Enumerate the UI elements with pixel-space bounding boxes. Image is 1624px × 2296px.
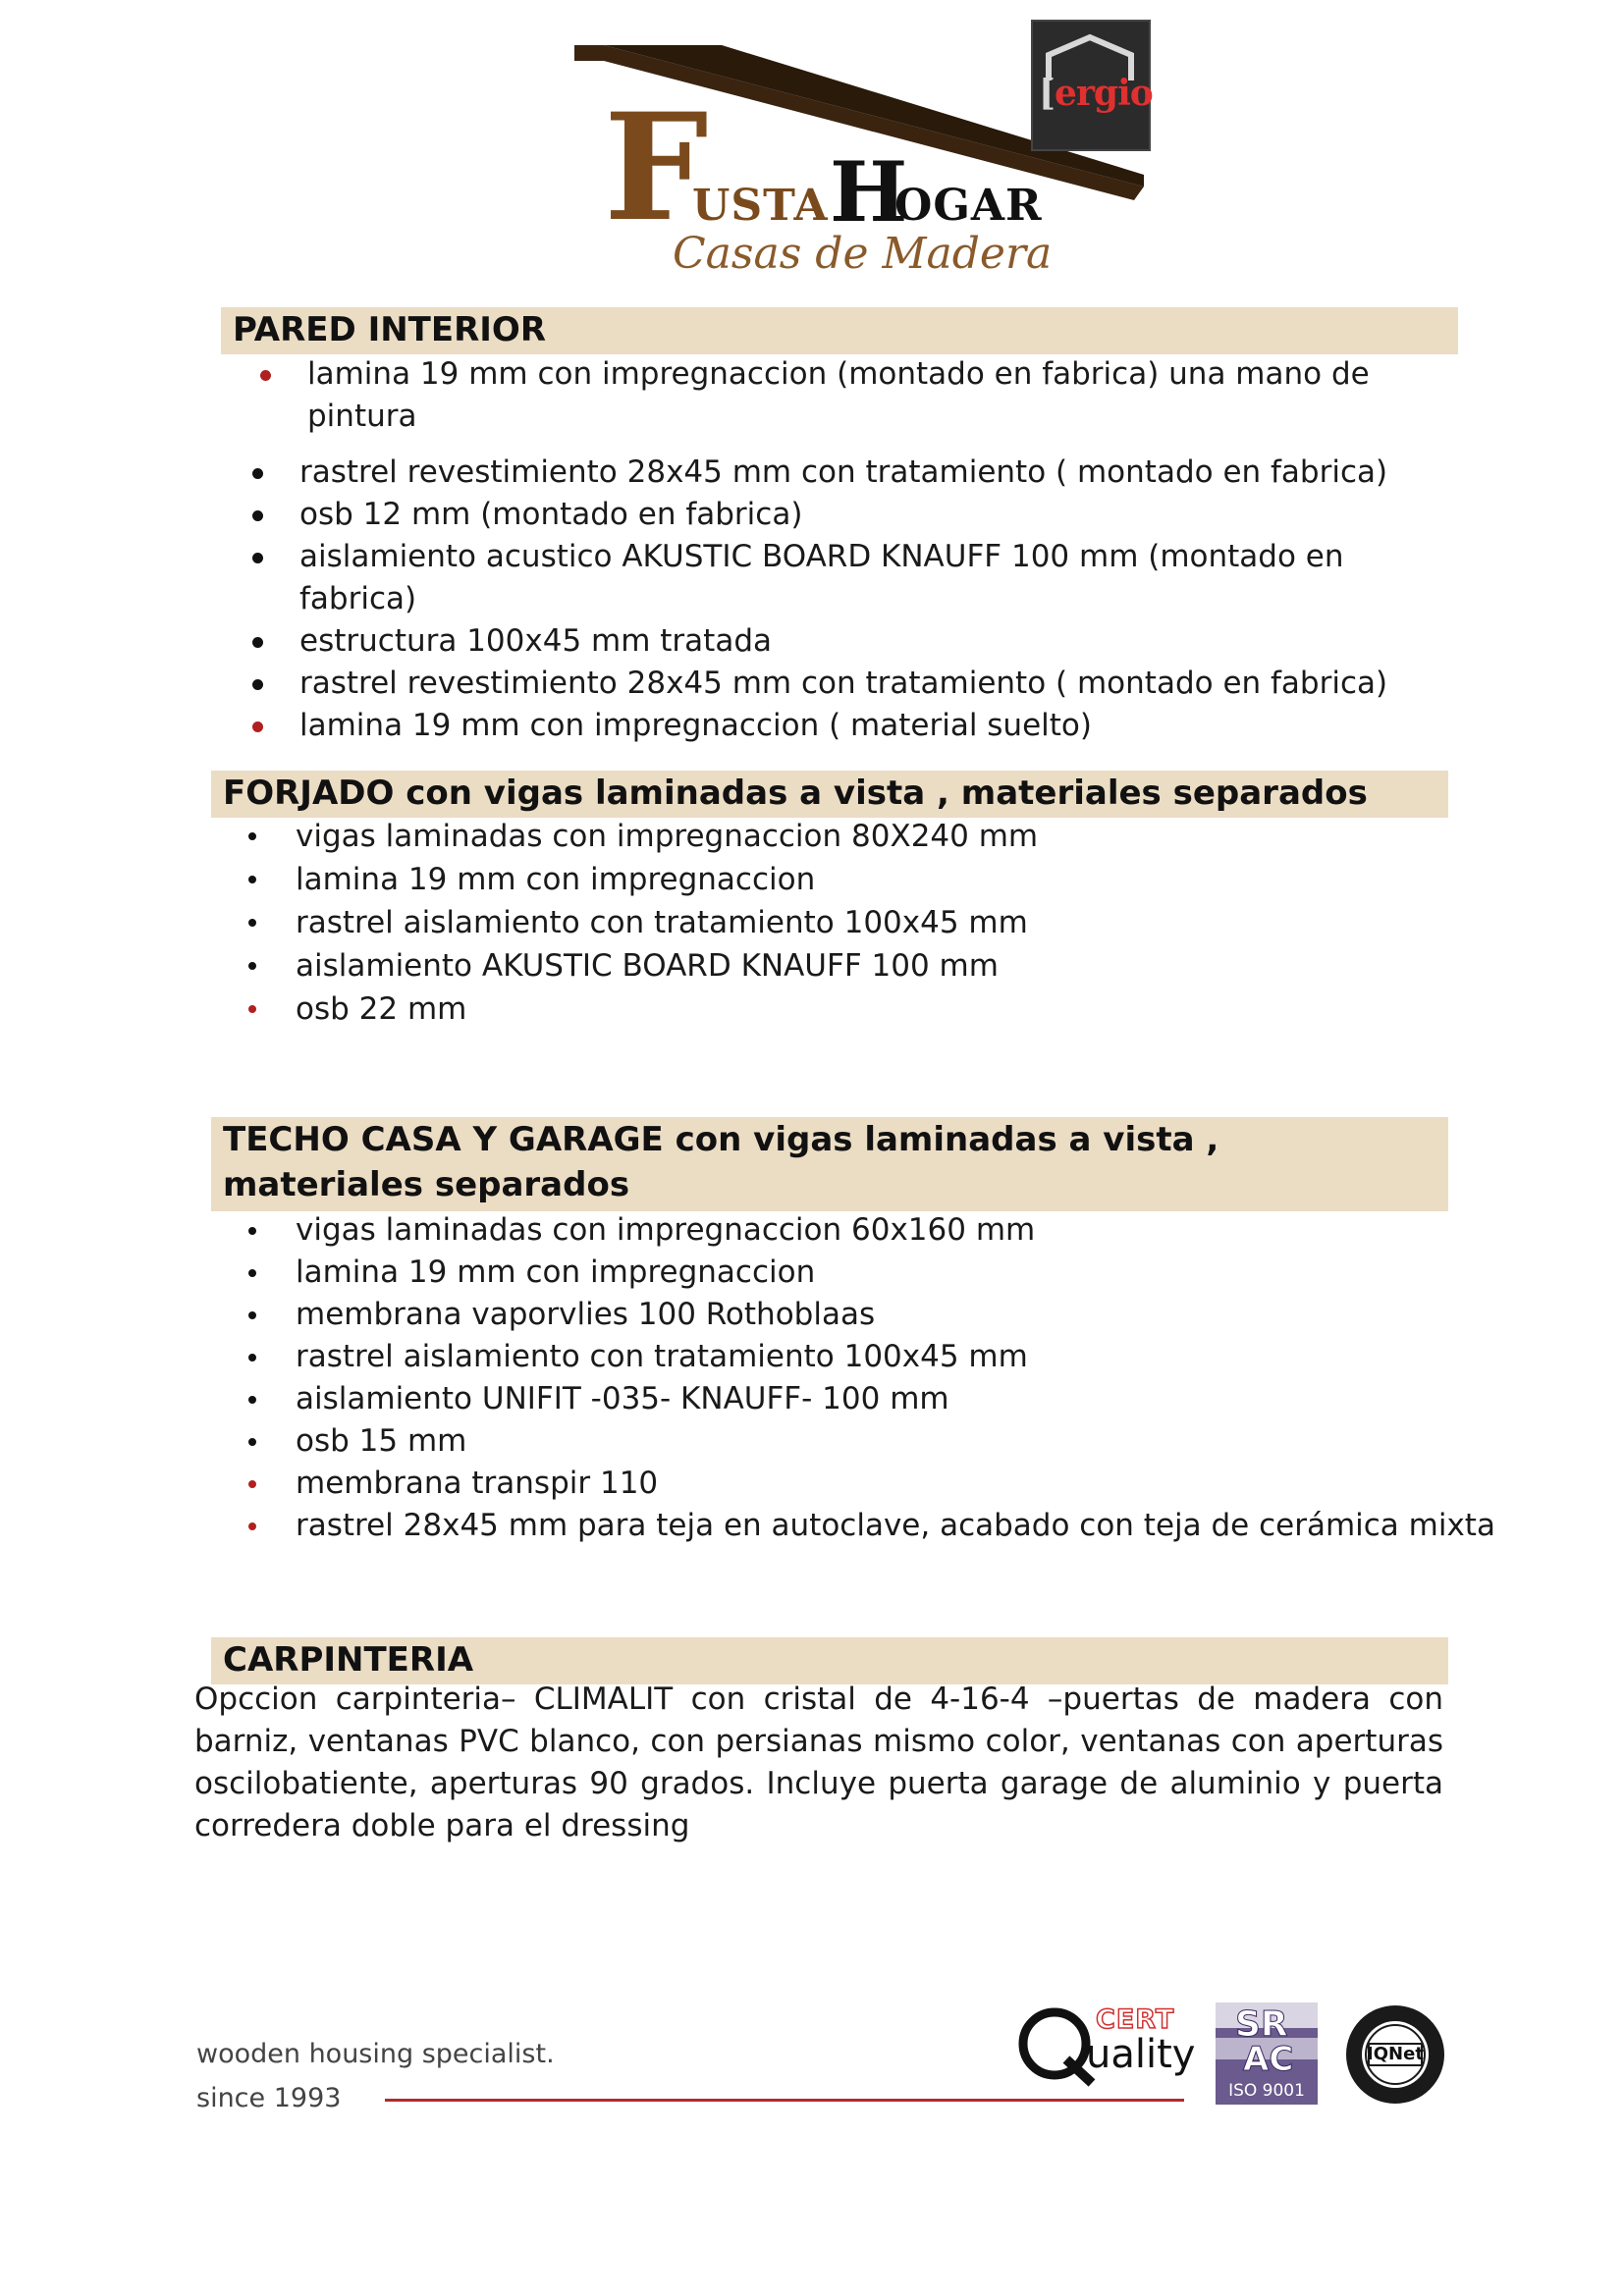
footer-divider xyxy=(385,2099,1184,2102)
bullet-icon xyxy=(248,1396,256,1404)
techo-list xyxy=(211,1209,1507,1547)
brand-letter-f: F xyxy=(604,81,709,254)
pared-interior-list xyxy=(221,353,1458,747)
iqnet-logo xyxy=(1343,2002,1447,2107)
bullet-icon xyxy=(248,1311,256,1319)
company-logo xyxy=(565,18,1154,279)
bullet-icon xyxy=(248,919,256,927)
carpinteria-description: Opccion carpinteria– CLIMALIT con cristal de 4-16-4 –puertas de madera con barniz, ventanas PVC blanco, con persianas mismo color, ventanas con aperturas oscilobatiente, aperturas 90 grados. Incluye puerta garage de aluminio y puerta corredera doble para el dressing xyxy=(194,1682,1443,1843)
section-title-text: FORJADO con vigas laminadas a vista , materiales separados xyxy=(223,774,1368,813)
list-item: membrana transpir 110 xyxy=(211,1463,1507,1505)
bullet-icon xyxy=(248,832,256,840)
list-item: rastrel aislamiento con tratamiento 100x45 mm xyxy=(211,901,1448,944)
list-item: estructura 100x45 mm tratada xyxy=(221,620,1458,663)
list-item: osb 12 mm (montado en fabrica) xyxy=(221,494,1458,536)
list-item: lamina 19 mm con impregnaccion ( material suelto) xyxy=(221,705,1458,747)
brand-subtitle: Casas de Madera xyxy=(673,229,1053,279)
cert-quality-bottom-text: uality xyxy=(1086,2032,1196,2077)
list-item: lamina 19 mm con impregnaccion (montado en fabrica) una mano de pintura xyxy=(221,353,1458,438)
bullet-icon xyxy=(252,553,263,563)
bullet-icon xyxy=(252,637,263,648)
list-item: aislamiento AKUSTIC BOARD KNAUFF 100 mm xyxy=(211,944,1448,988)
list-item: lamina 19 mm con impregnaccion xyxy=(211,1252,1507,1294)
list-item: vigas laminadas con impregnaccion 80X240 mm xyxy=(211,815,1448,858)
srac-top-text: SR xyxy=(1235,2004,1288,2045)
bullet-icon xyxy=(252,679,263,690)
bullet-icon xyxy=(248,1269,256,1277)
section-title-carpinteria xyxy=(211,1637,1448,1684)
sergio-badge-text: [ergio xyxy=(1039,73,1153,114)
list-item: aislamiento UNIFIT -035- KNAUFF- 100 mm xyxy=(211,1378,1507,1420)
cert-quality-top-text: CERT xyxy=(1096,2004,1175,2035)
bullet-icon xyxy=(248,1522,256,1530)
section-title-text: CARPINTERIA xyxy=(223,1640,474,1680)
brand-word-ogar: OGAR xyxy=(894,181,1043,231)
brand-word-usta: USTA xyxy=(692,181,829,231)
list-item: rastrel 28x45 mm para teja en autoclave, acabado con teja de cerámica mixta xyxy=(211,1505,1507,1547)
bullet-icon xyxy=(248,1480,256,1488)
cert-quality-logo xyxy=(1015,2002,1196,2091)
section-title-techo xyxy=(211,1117,1448,1211)
brand-letter-h: H xyxy=(830,143,908,240)
bullet-icon xyxy=(248,1005,256,1013)
list-item: lamina 19 mm con impregnaccion xyxy=(211,858,1448,901)
section-title-pared-interior xyxy=(221,307,1458,354)
bullet-icon xyxy=(248,876,256,883)
list-item: osb 22 mm xyxy=(211,988,1448,1031)
footer-since: since 1993 xyxy=(196,2083,342,2113)
section-title-text: PARED INTERIOR xyxy=(233,310,547,349)
list-item: rastrel revestimiento 28x45 mm con tratamiento ( montado en fabrica) xyxy=(221,452,1458,494)
bullet-icon xyxy=(248,1227,256,1235)
srac-iso-logo xyxy=(1216,2002,1318,2105)
iqnet-text: IQNet xyxy=(1367,2044,1424,2064)
bullet-icon xyxy=(248,1438,256,1446)
section-title-forjado xyxy=(211,771,1448,818)
list-item: membrana vaporvlies 100 Rothoblaas xyxy=(211,1294,1507,1336)
bullet-icon xyxy=(248,1354,256,1362)
bullet-icon xyxy=(252,510,263,521)
bullet-icon xyxy=(252,468,263,479)
list-item: vigas laminadas con impregnaccion 60x160 mm xyxy=(211,1209,1507,1252)
bullet-icon xyxy=(248,962,256,970)
list-item: aislamiento acustico AKUSTIC BOARD KNAUFF 100 mm (montado en fabrica) xyxy=(221,536,1458,620)
list-item: rastrel revestimiento 28x45 mm con tratamiento ( montado en fabrica) xyxy=(221,663,1458,705)
section-title-text: TECHO CASA Y GARAGE con vigas laminadas a vista , materiales separados xyxy=(223,1120,1219,1204)
forjado-list xyxy=(211,815,1448,1031)
bullet-icon xyxy=(252,721,263,732)
sergio-badge xyxy=(1031,20,1151,151)
list-item: osb 15 mm xyxy=(211,1420,1507,1463)
srac-bottom-text: AC xyxy=(1243,2040,1294,2079)
footer-tagline: wooden housing specialist. xyxy=(196,2039,555,2069)
list-item: rastrel aislamiento con tratamiento 100x45 mm xyxy=(211,1336,1507,1378)
bullet-icon xyxy=(260,370,271,381)
srac-iso-text: ISO 9001 xyxy=(1228,2081,1305,2101)
